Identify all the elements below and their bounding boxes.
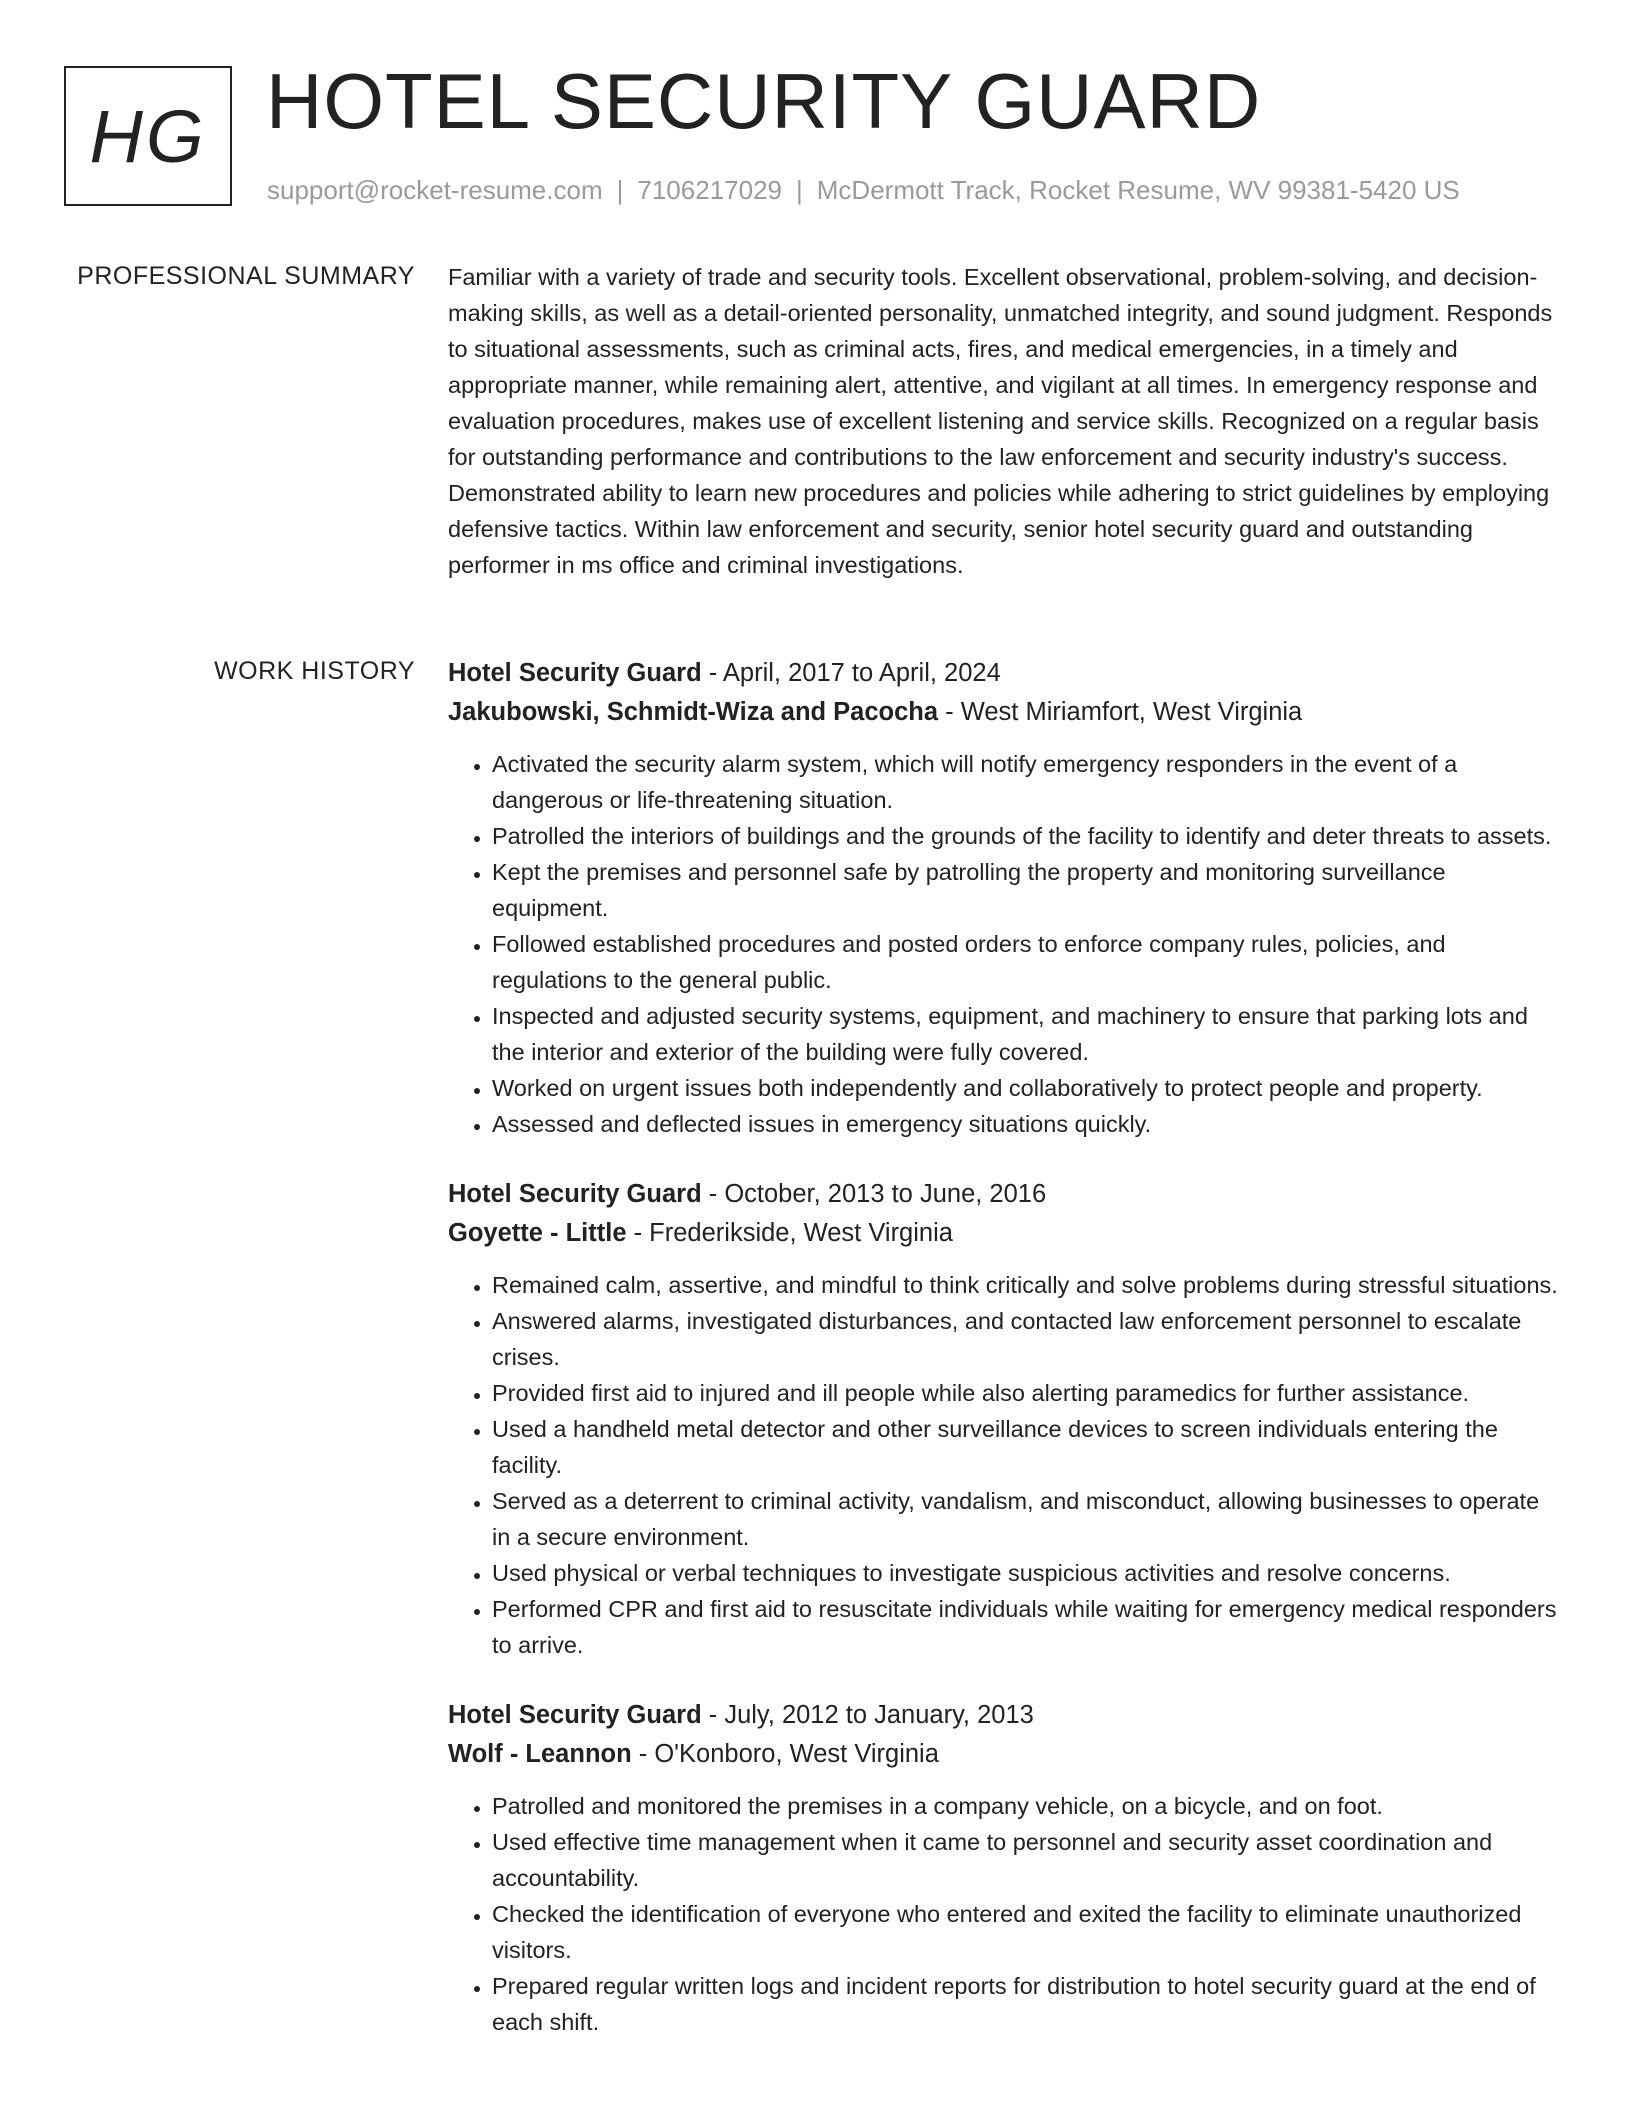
job-duties — [448, 746, 1568, 1142]
section-heading-work-history: WORK HISTORY — [214, 657, 415, 685]
duty-item: • Used physical or verbal techniques to investigate suspicious activities and resolve concerns. — [492, 1555, 1568, 1591]
page-title: HOTEL SECURITY GUARD — [266, 57, 1262, 145]
duty-item: • Patrolled the interiors of buildings and the grounds of the facility to identify and deter threats to assets. — [492, 818, 1568, 854]
job-duties — [448, 1267, 1568, 1663]
job-title: Hotel Security Guard — [448, 659, 702, 687]
job-dates: - April, 2017 to April, 2024 — [701, 659, 1001, 687]
contact-line — [267, 174, 1460, 206]
contact-phone: 7106217029 — [637, 175, 782, 205]
duty-item: • Kept the premises and personnel safe by patrolling the property and monitoring surveillance equipment. — [492, 854, 1568, 926]
duty-item: • Answered alarms, investigated disturbances, and contacted law enforcement personnel to escalate crises. — [492, 1303, 1568, 1375]
job-title: Hotel Security Guard — [448, 1180, 702, 1208]
job-company: Goyette - Little — [448, 1219, 627, 1247]
contact-separator: | — [616, 175, 624, 205]
job-title-line — [448, 1175, 1568, 1214]
duty-item: • Activated the security alarm system, which will notify emergency responders in the event of a dangerous or life-threatening situation. — [492, 746, 1568, 818]
job-entry — [448, 654, 1568, 1142]
duty-item: • Patrolled and monitored the premises in a company vehicle, on a bicycle, and on foot. — [492, 1788, 1568, 1824]
duty-item: • Used effective time management when it came to personnel and security asset coordination and accountability. — [492, 1824, 1568, 1896]
duty-item: • Assessed and deflected issues in emergency situations quickly. — [492, 1106, 1568, 1142]
job-location: - West Miriamfort, West Virginia — [938, 698, 1303, 726]
section-heading-summary: PROFESSIONAL SUMMARY — [77, 262, 415, 290]
duty-item: • Served as a deterrent to criminal activity, vandalism, and misconduct, allowing businesses to operate in a secure environment. — [492, 1483, 1568, 1555]
job-title-line — [448, 654, 1568, 693]
duty-item: • Worked on urgent issues both independently and collaboratively to protect people and property. — [492, 1070, 1568, 1106]
contact-separator: | — [796, 175, 803, 205]
summary-text: Familiar with a variety of trade and security tools. Excellent observational, problem-solving, and decision-making skills, as well as a detail-oriented personality, unmatched integrity, and sound judgment. Responds to situational assessments, such as criminal acts, fires, and medical emergencies, in a timely and appropriate manner, while remaining alert, attentive, and vigilant at all times. In emergency response and evaluation procedures, makes use of excellent listening and service skills. Recognized on a regular basis for outstanding performance and contributions to the law enforcement and security industry's success. Demonstrated ability to learn new procedures and policies while adhering to strict guidelines by employing defensive tactics. Within law enforcement and security, senior hotel security guard and outstanding performer in ms office and criminal investigations. — [448, 264, 1553, 578]
job-title-line — [448, 1696, 1568, 1735]
job-duties — [448, 1788, 1568, 2040]
job-location: - O'Konboro, West Virginia — [631, 1740, 939, 1768]
job-company-line — [448, 1214, 1568, 1253]
job-entry — [448, 1175, 1568, 1663]
duty-item: • Inspected and adjusted security systems, equipment, and machinery to ensure that parking lots and the interior and exterior of the building were fully covered. — [492, 998, 1568, 1070]
duty-item: • Prepared regular written logs and incident reports for distribution to hotel security guard at the end of each shift. — [492, 1968, 1568, 2040]
duty-item: • Provided first aid to injured and ill people while also alerting paramedics for further assistance. — [492, 1375, 1568, 1411]
duty-item: • Followed established procedures and posted orders to enforce company rules, policies, and regulations to the general public. — [492, 926, 1568, 998]
job-company-line — [448, 693, 1568, 732]
job-location: - Frederikside, West Virginia — [626, 1219, 953, 1247]
contact-email: support@rocket-resume.com — [267, 175, 603, 205]
job-entry — [448, 1696, 1568, 2040]
job-company: Jakubowski, Schmidt-Wiza and Pacocha — [448, 698, 939, 726]
duty-item: • Remained calm, assertive, and mindful to think critically and solve problems during stressful situations. — [492, 1267, 1568, 1303]
work-history-list — [448, 654, 1568, 2073]
job-dates: - July, 2012 to January, 2013 — [701, 1701, 1034, 1729]
job-dates: - October, 2013 to June, 2016 — [701, 1180, 1047, 1208]
duty-item: • Checked the identification of everyone who entered and exited the facility to eliminate unauthorized visitors. — [492, 1896, 1568, 1968]
contact-address: McDermott Track, Rocket Resume, WV 99381-5420 US — [816, 175, 1460, 205]
job-company: Wolf - Leannon — [448, 1740, 632, 1768]
duty-item: • Performed CPR and first aid to resuscitate individuals while waiting for emergency medical responders to arrive. — [492, 1591, 1568, 1663]
monogram-badge: HG — [64, 66, 232, 206]
duty-item: • Used a handheld metal detector and other surveillance devices to screen individuals entering the facility. — [492, 1411, 1568, 1483]
job-title: Hotel Security Guard — [448, 1701, 702, 1729]
job-company-line — [448, 1735, 1568, 1774]
